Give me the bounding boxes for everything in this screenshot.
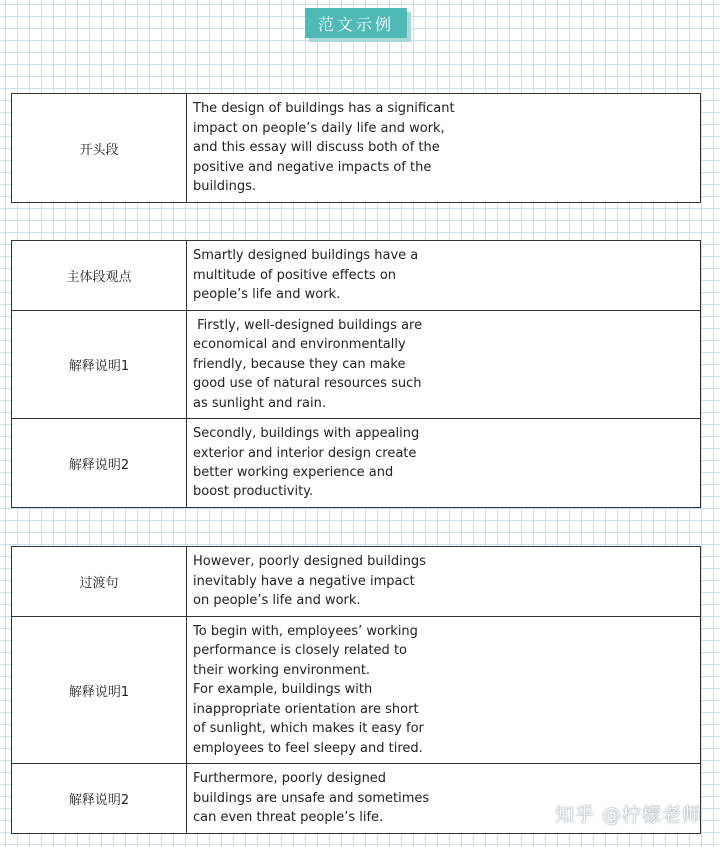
content-line: boost productivity. — [193, 484, 314, 500]
content-line: can even threat people’s life. — [193, 810, 384, 826]
row-content — [187, 241, 701, 311]
row-label: 开头段 — [12, 94, 187, 203]
content-line: exterior and interior design create — [193, 445, 417, 461]
content-line: buildings. — [193, 179, 256, 195]
page-title: 范文示例 — [305, 8, 407, 38]
row-label: 过渡句 — [12, 547, 187, 617]
table-body-negative — [11, 546, 701, 834]
content-line: inevitably have a negative impact — [193, 573, 415, 589]
table-row — [12, 94, 701, 203]
content-line: Secondly, buildings with appealing — [193, 426, 420, 442]
watermark: 知乎 @柠檬老师 — [554, 804, 702, 826]
content-line: Smartly designed buildings have a — [193, 248, 419, 264]
table-intro — [11, 93, 701, 203]
content-line: Furthermore, poorly designed — [193, 771, 387, 787]
row-label: 解释说明1 — [12, 311, 187, 419]
content-line: impact on people’s daily life and work, — [193, 120, 445, 136]
content-line: people’s life and work. — [193, 287, 341, 303]
row-label: 解释说明2 — [12, 764, 187, 834]
table-row — [12, 311, 701, 419]
content-line: However, poorly designed buildings — [193, 554, 426, 570]
content-line: Firstly, well-designed buildings are — [193, 317, 423, 333]
content-line: To begin with, employees’ working — [193, 624, 418, 640]
content-line: and this essay will discuss both of the — [193, 140, 440, 156]
row-label: 解释说明1 — [12, 617, 187, 764]
content-line: performance is closely related to — [193, 643, 407, 659]
row-content — [187, 547, 701, 617]
table-body-positive — [11, 240, 701, 508]
content-line: employees to feel sleepy and tired. — [193, 740, 423, 756]
table-row — [12, 241, 701, 311]
row-content — [187, 94, 701, 203]
row-content — [187, 617, 701, 764]
content-line: their working environment. — [193, 662, 371, 678]
row-label: 解释说明2 — [12, 419, 187, 508]
content-line: inappropriate orientation are short — [193, 701, 419, 717]
table-row — [12, 547, 701, 617]
content-line: friendly, because they can make — [193, 356, 406, 372]
content-line: For example, buildings with — [193, 682, 373, 698]
row-content — [187, 419, 701, 508]
table-row — [12, 419, 701, 508]
content-line: on people’s life and work. — [193, 593, 361, 609]
content-line: economical and environmentally — [193, 337, 406, 353]
content-line: positive and negative impacts of the — [193, 159, 432, 175]
content-line: multitude of positive effects on — [193, 267, 397, 283]
content-line: as sunlight and rain. — [193, 395, 326, 411]
content-line: The design of buildings has a significant — [193, 101, 455, 117]
content-line: of sunlight, which makes it easy for — [193, 721, 424, 737]
content-line: buildings are unsafe and sometimes — [193, 790, 430, 806]
content-line: better working experience and — [193, 465, 394, 480]
title-banner — [305, 8, 411, 42]
table-row — [12, 617, 701, 764]
row-content — [187, 311, 701, 419]
content-line: good use of natural resources such — [193, 376, 422, 392]
row-label: 主体段观点 — [12, 241, 187, 311]
